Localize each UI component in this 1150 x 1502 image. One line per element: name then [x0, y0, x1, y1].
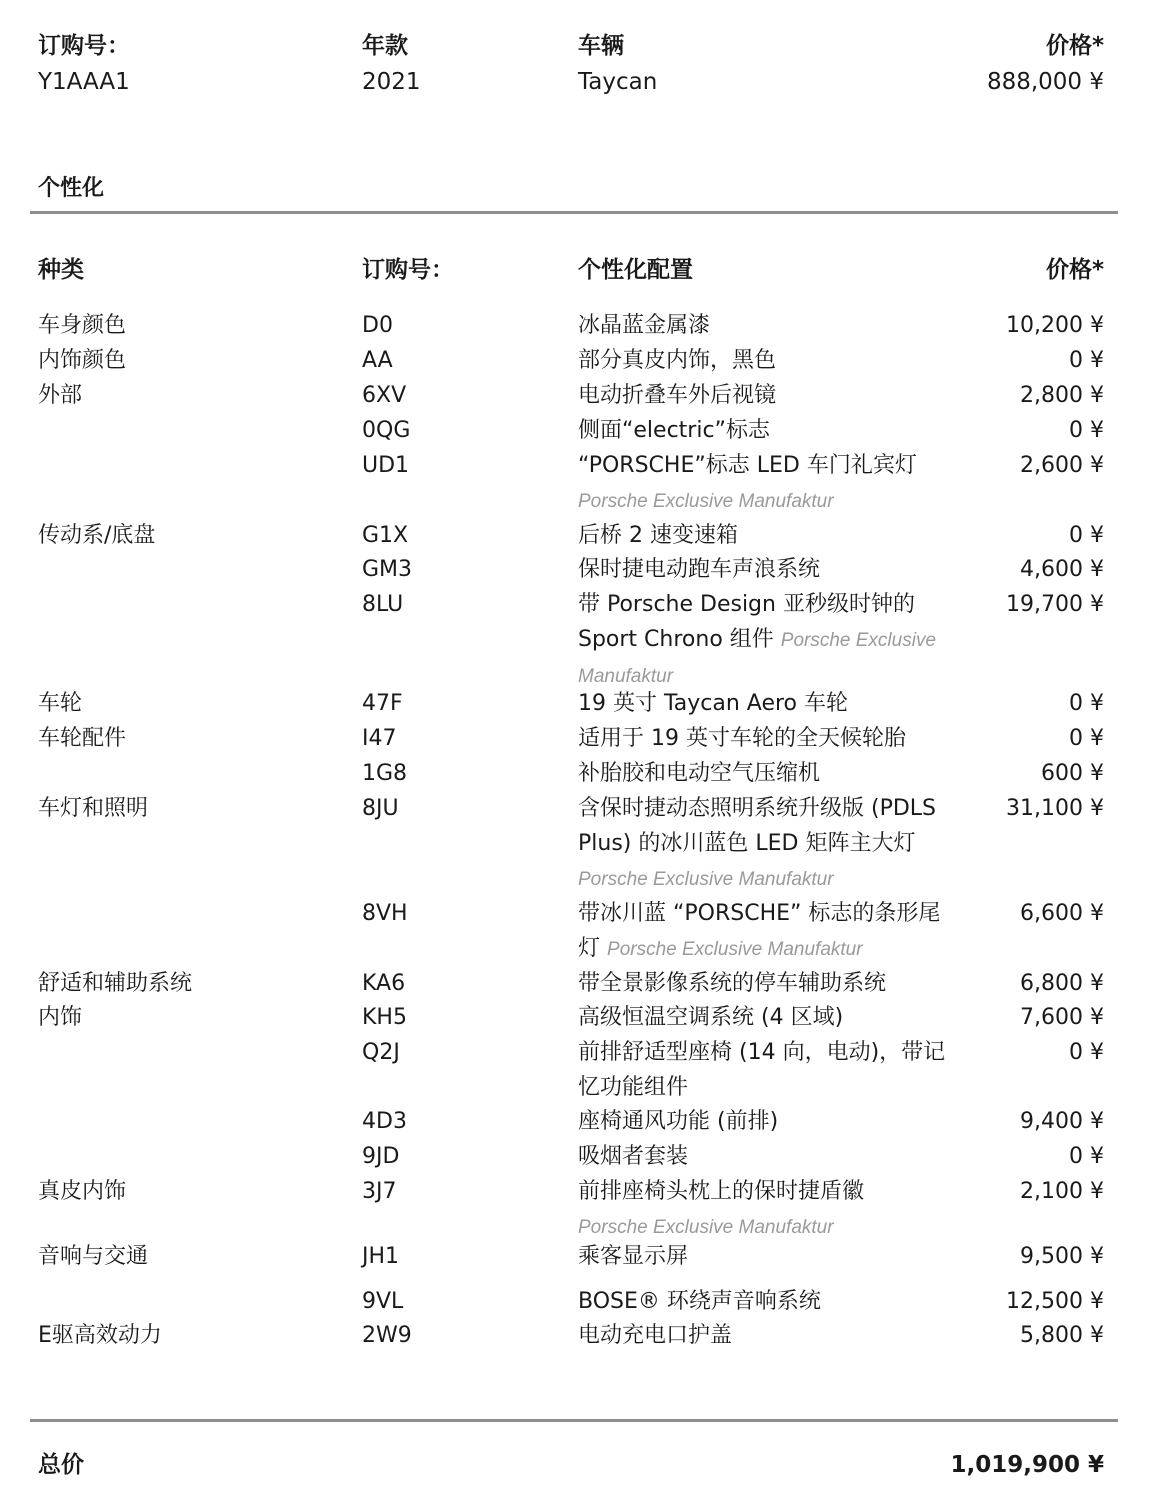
row-config: “PORSCHE”标志 LED 车门礼宾灯 Porsche Exclusive Manufaktur — [578, 453, 917, 512]
row-category: 音响与交通 — [38, 1244, 149, 1269]
row-price: 7,600 ¥ — [1020, 1005, 1104, 1030]
row-config: 座椅通风功能 (前排) — [578, 1109, 779, 1134]
row-price: 0 ¥ — [1069, 1144, 1104, 1169]
row-category: 传动系/底盘 — [38, 523, 156, 548]
row-price: 19,700 ¥ — [1006, 592, 1104, 617]
row-config: 19 英寸 Taycan Aero 车轮 — [578, 691, 849, 716]
row-category: 车轮配件 — [38, 726, 127, 751]
vehicle-value: Taycan — [578, 69, 658, 95]
total-label: 总价 — [38, 1452, 84, 1478]
row-config: 含保时捷动态照明系统升级版 (PDLS Plus) 的冰川蓝色 LED 矩阵主大灯 Porsche Exclusive Manufaktur — [578, 796, 937, 890]
total-value: 1,019,900 ¥ — [950, 1452, 1104, 1478]
exclusive-tag: Porsche Exclusive Manufaktur — [578, 1217, 834, 1238]
row-code: 8JU — [362, 796, 399, 821]
vehicle-header: 车辆 — [578, 33, 624, 59]
total-divider — [30, 1419, 1118, 1422]
row-category: 外部 — [38, 383, 83, 408]
row-code: KH5 — [362, 1005, 407, 1030]
section-title: 个性化 — [38, 176, 105, 201]
row-price: 2,600 ¥ — [1020, 453, 1104, 478]
row-config: 带全景影像系统的停车辅助系统 — [578, 971, 887, 996]
row-category: 车身颜色 — [38, 313, 127, 338]
row-price: 6,800 ¥ — [1020, 971, 1104, 996]
exclusive-tag: Porsche Exclusive Manufaktur — [578, 869, 834, 890]
row-config: 吸烟者套装 — [578, 1144, 689, 1169]
row-price: 0 ¥ — [1069, 691, 1104, 716]
row-code: 9JD — [362, 1144, 400, 1169]
row-category: 真皮内饰 — [38, 1179, 127, 1204]
base-price-value: 888,000 ¥ — [986, 69, 1104, 95]
exclusive-tag: Porsche Exclusive Manufaktur — [607, 939, 863, 960]
row-code: 9VL — [362, 1289, 404, 1314]
row-code: UD1 — [362, 453, 410, 478]
row-code: I47 — [362, 726, 397, 751]
row-code: Q2J — [362, 1040, 400, 1065]
row-price: 0 ¥ — [1069, 348, 1104, 373]
row-price: 6,600 ¥ — [1020, 901, 1104, 926]
row-price: 4,600 ¥ — [1020, 557, 1104, 582]
year-value: 2021 — [362, 69, 421, 95]
section-divider — [30, 211, 1118, 214]
code-column-header: 订购号： — [362, 257, 454, 283]
row-category: 车轮 — [38, 691, 83, 716]
row-price: 0 ¥ — [1069, 726, 1104, 751]
category-column-header: 种类 — [38, 257, 84, 283]
exclusive-tag: Porsche Exclusive Manufaktur — [578, 491, 834, 512]
order-no-header: 订购号： — [38, 33, 130, 59]
row-price: 0 ¥ — [1069, 1040, 1104, 1065]
row-code: AA — [362, 348, 393, 373]
row-code: JH1 — [362, 1244, 400, 1269]
row-config: 电动充电口护盖 — [578, 1323, 733, 1348]
row-config: 乘客显示屏 — [578, 1244, 689, 1269]
row-category: 车灯和照明 — [38, 796, 149, 821]
row-price: 2,800 ¥ — [1020, 383, 1104, 408]
row-category: 内饰 — [38, 1005, 83, 1030]
row-code: 6XV — [362, 383, 407, 408]
row-price: 9,500 ¥ — [1020, 1244, 1104, 1269]
row-category: 舒适和辅助系统 — [38, 971, 193, 996]
row-code: 8LU — [362, 592, 404, 617]
row-config: 带冰川蓝 “PORSCHE” 标志的条形尾灯 Porsche Exclusive Manufaktur — [578, 901, 941, 961]
row-config: 电动折叠车外后视镜 — [578, 383, 777, 408]
row-price: 9,400 ¥ — [1020, 1109, 1104, 1134]
exclusive-tag: Porsche Exclusive Manufaktur — [578, 630, 937, 687]
row-config: 冰晶蓝金属漆 — [578, 313, 711, 338]
row-price: 5,800 ¥ — [1020, 1323, 1104, 1348]
row-config: 带 Porsche Design 亚秒级时钟的 Sport Chrono 组件 Porsche Exclusive Manufaktur — [578, 592, 937, 687]
config-column-header: 个性化配置 — [578, 257, 693, 283]
row-code: G1X — [362, 523, 409, 548]
row-price: 0 ¥ — [1069, 523, 1104, 548]
row-code: 47F — [362, 691, 403, 716]
row-code: 2W9 — [362, 1323, 412, 1348]
row-category: E驱高效动力 — [38, 1323, 162, 1348]
row-config: 部分真皮内饰，黑色 — [578, 348, 777, 373]
row-price: 0 ¥ — [1069, 418, 1104, 443]
row-config: 后桥 2 速变速箱 — [578, 523, 738, 548]
year-header: 年款 — [362, 33, 408, 59]
row-config: 前排舒适型座椅 (14 向，电动)，带记忆功能组件 — [578, 1040, 946, 1100]
row-code: KA6 — [362, 971, 406, 996]
row-config: BOSE® 环绕声音响系统 — [578, 1289, 821, 1314]
row-code: 8VH — [362, 901, 408, 926]
row-price: 10,200 ¥ — [1006, 313, 1104, 338]
order-no-value: Y1AAA1 — [38, 69, 130, 95]
row-config: 补胎胶和电动空气压缩机 — [578, 761, 821, 786]
row-code: 1G8 — [362, 761, 408, 786]
row-price: 600 ¥ — [1041, 761, 1104, 786]
row-code: D0 — [362, 313, 393, 338]
row-category: 内饰颜色 — [38, 348, 127, 373]
row-price: 12,500 ¥ — [1006, 1289, 1104, 1314]
row-config: 适用于 19 英寸车轮的全天候轮胎 — [578, 726, 906, 751]
row-config: 保时捷电动跑车声浪系统 — [578, 557, 821, 582]
price-column-header: 价格* — [1045, 257, 1104, 283]
row-code: GM3 — [362, 557, 413, 582]
row-config: 侧面“electric”标志 — [578, 418, 770, 443]
row-code: 3J7 — [362, 1179, 397, 1204]
row-price: 31,100 ¥ — [1006, 796, 1104, 821]
row-config: 高级恒温空调系统 (4 区域) — [578, 1005, 844, 1030]
price-header: 价格* — [1045, 33, 1104, 59]
row-code: 4D3 — [362, 1109, 407, 1134]
row-config: 前排座椅头枕上的保时捷盾徽 Porsche Exclusive Manufaktur — [578, 1179, 865, 1238]
row-code: 0QG — [362, 418, 411, 443]
row-price: 2,100 ¥ — [1020, 1179, 1104, 1204]
